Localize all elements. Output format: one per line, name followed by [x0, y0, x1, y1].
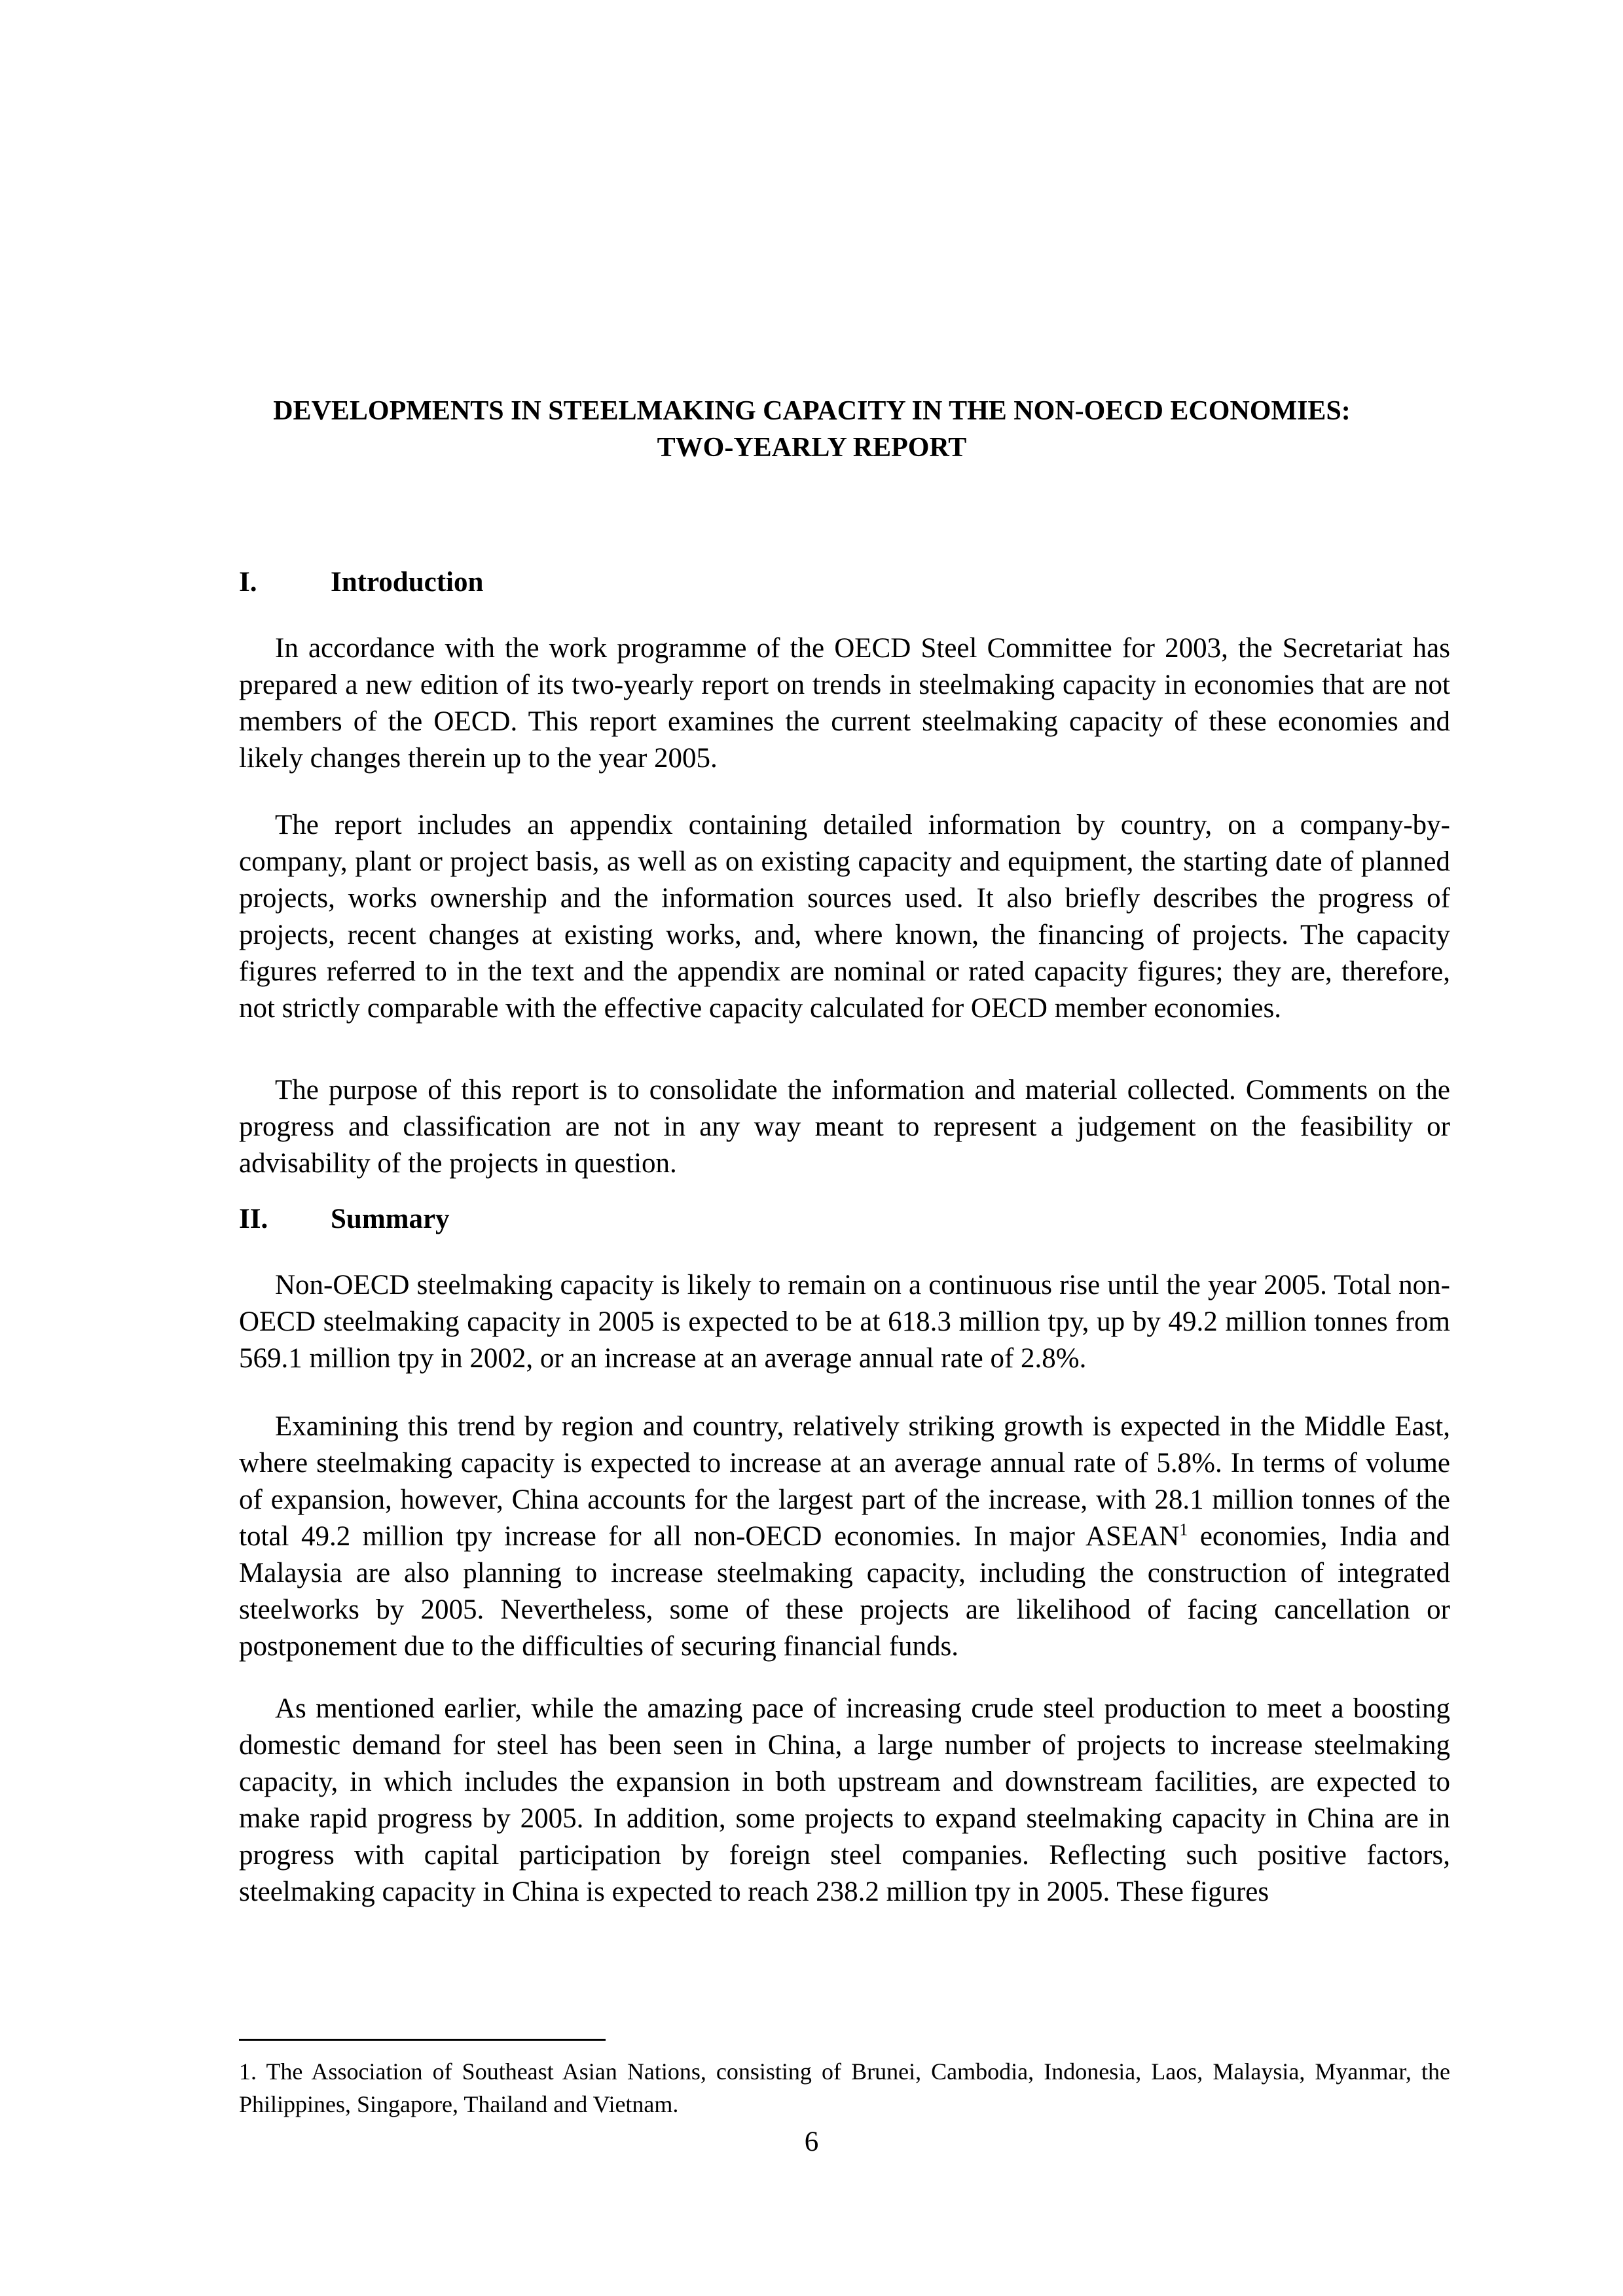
section-number: I.	[239, 567, 257, 598]
section-title: Introduction	[331, 567, 484, 598]
footnote-marker: 1	[1179, 1520, 1188, 1539]
footnote-divider	[239, 2039, 606, 2041]
paragraph-text	[239, 1408, 1450, 1665]
introduction-paragraph-1	[239, 630, 1450, 777]
footnote: 1. The Association of Southeast Asian Nations, consisting of Brunei, Cambodia, Indonesia, Laos, Malaysia, Myanmar, the Philippines, Singapore, Thailand and Vietnam.	[239, 2058, 1450, 2117]
paragraph-text-part: Examining this trend by region and country, relatively striking growth is expected in the Middle East, where steelmaking capacity is expected to increase at an average annual rate of 5.8%. In terms of volume of expansion, however, China accounts for the largest part of the increase, with 28.1 million tonnes of the total 49.2 million tpy increase for all non-OECD economies. In major ASEAN	[239, 1411, 1450, 1552]
section-number: II.	[239, 1204, 268, 1234]
summary-paragraph-1	[239, 1267, 1450, 1377]
summary-paragraph-2	[239, 1408, 1450, 1665]
summary-paragraph-3	[239, 1691, 1450, 1910]
title-line-1: DEVELOPMENTS IN STEELMAKING CAPACITY IN THE NON-OECD ECONOMIES:	[273, 396, 1351, 426]
introduction-paragraph-3	[239, 1072, 1450, 1182]
section-title: Summary	[331, 1204, 450, 1234]
paragraph-text: In accordance with the work programme of the OECD Steel Committee for 2003, the Secretariat has prepared a new edition of its two-yearly report on trends in steelmaking capacity in economies that are not members of the OECD. This report examines the current steelmaking capacity of these economies and likely changes therein up to the year 2005.	[239, 633, 1450, 774]
paragraph-text: The report includes an appendix containing detailed information by country, on a company-by-company, plant or project basis, as well as on existing capacity and equipment, the starting date of planned projects, works ownership and the information sources used. It also briefly describes the progress of projects, recent changes at existing works, and, where known, the financing of projects. The capacity figures referred to in the text and the appendix are nominal or rated capacity figures; they are, therefore, not strictly comparable with the effective capacity calculated for OECD member economies.	[239, 810, 1450, 1024]
section-heading-summary	[239, 1201, 450, 1238]
page-number: 6	[804, 2126, 819, 2157]
paragraph-text-part: economies, India and Malaysia are also planning to increase steelmaking capacity, including the construction of integrated steelworks by 2005. Nevertheless, some of these projects are likelihood of facing cancellation or postponement due to the difficulties of securing financial funds.	[239, 1521, 1450, 1662]
paragraph-text: Non-OECD steelmaking capacity is likely to remain on a continuous rise until the year 2005. Total non-OECD steelmaking capacity in 2005 is expected to be at 618.3 million tpy, up by 49.2 million tonnes from 569.1 million tpy in 2002, or an increase at an average annual rate of 2.8%.	[239, 1270, 1450, 1374]
document-title	[196, 393, 1427, 466]
paragraph-text: As mentioned earlier, while the amazing pace of increasing crude steel production to meet a boosting domestic demand for steel has been seen in China, a large number of projects to increase steelmaking capacity, in which includes the expansion in both upstream and downstream facilities, are expected to make rapid progress by 2005. In addition, some projects to expand steelmaking capacity in China are in progress with capital participation by foreign steel companies. Reflecting such positive factors, steelmaking capacity in China is expected to reach 238.2 million tpy in 2005. These figures	[239, 1693, 1450, 1907]
title-line-2: TWO-YEARLY REPORT	[657, 433, 967, 463]
paragraph-text: The purpose of this report is to consolidate the information and material collected. Comments on the progress and classification are not in any way meant to represent a judgement on the feasibility or advisability of the projects in question.	[239, 1075, 1450, 1179]
introduction-paragraph-2	[239, 807, 1450, 1027]
section-heading-introduction	[239, 564, 483, 601]
